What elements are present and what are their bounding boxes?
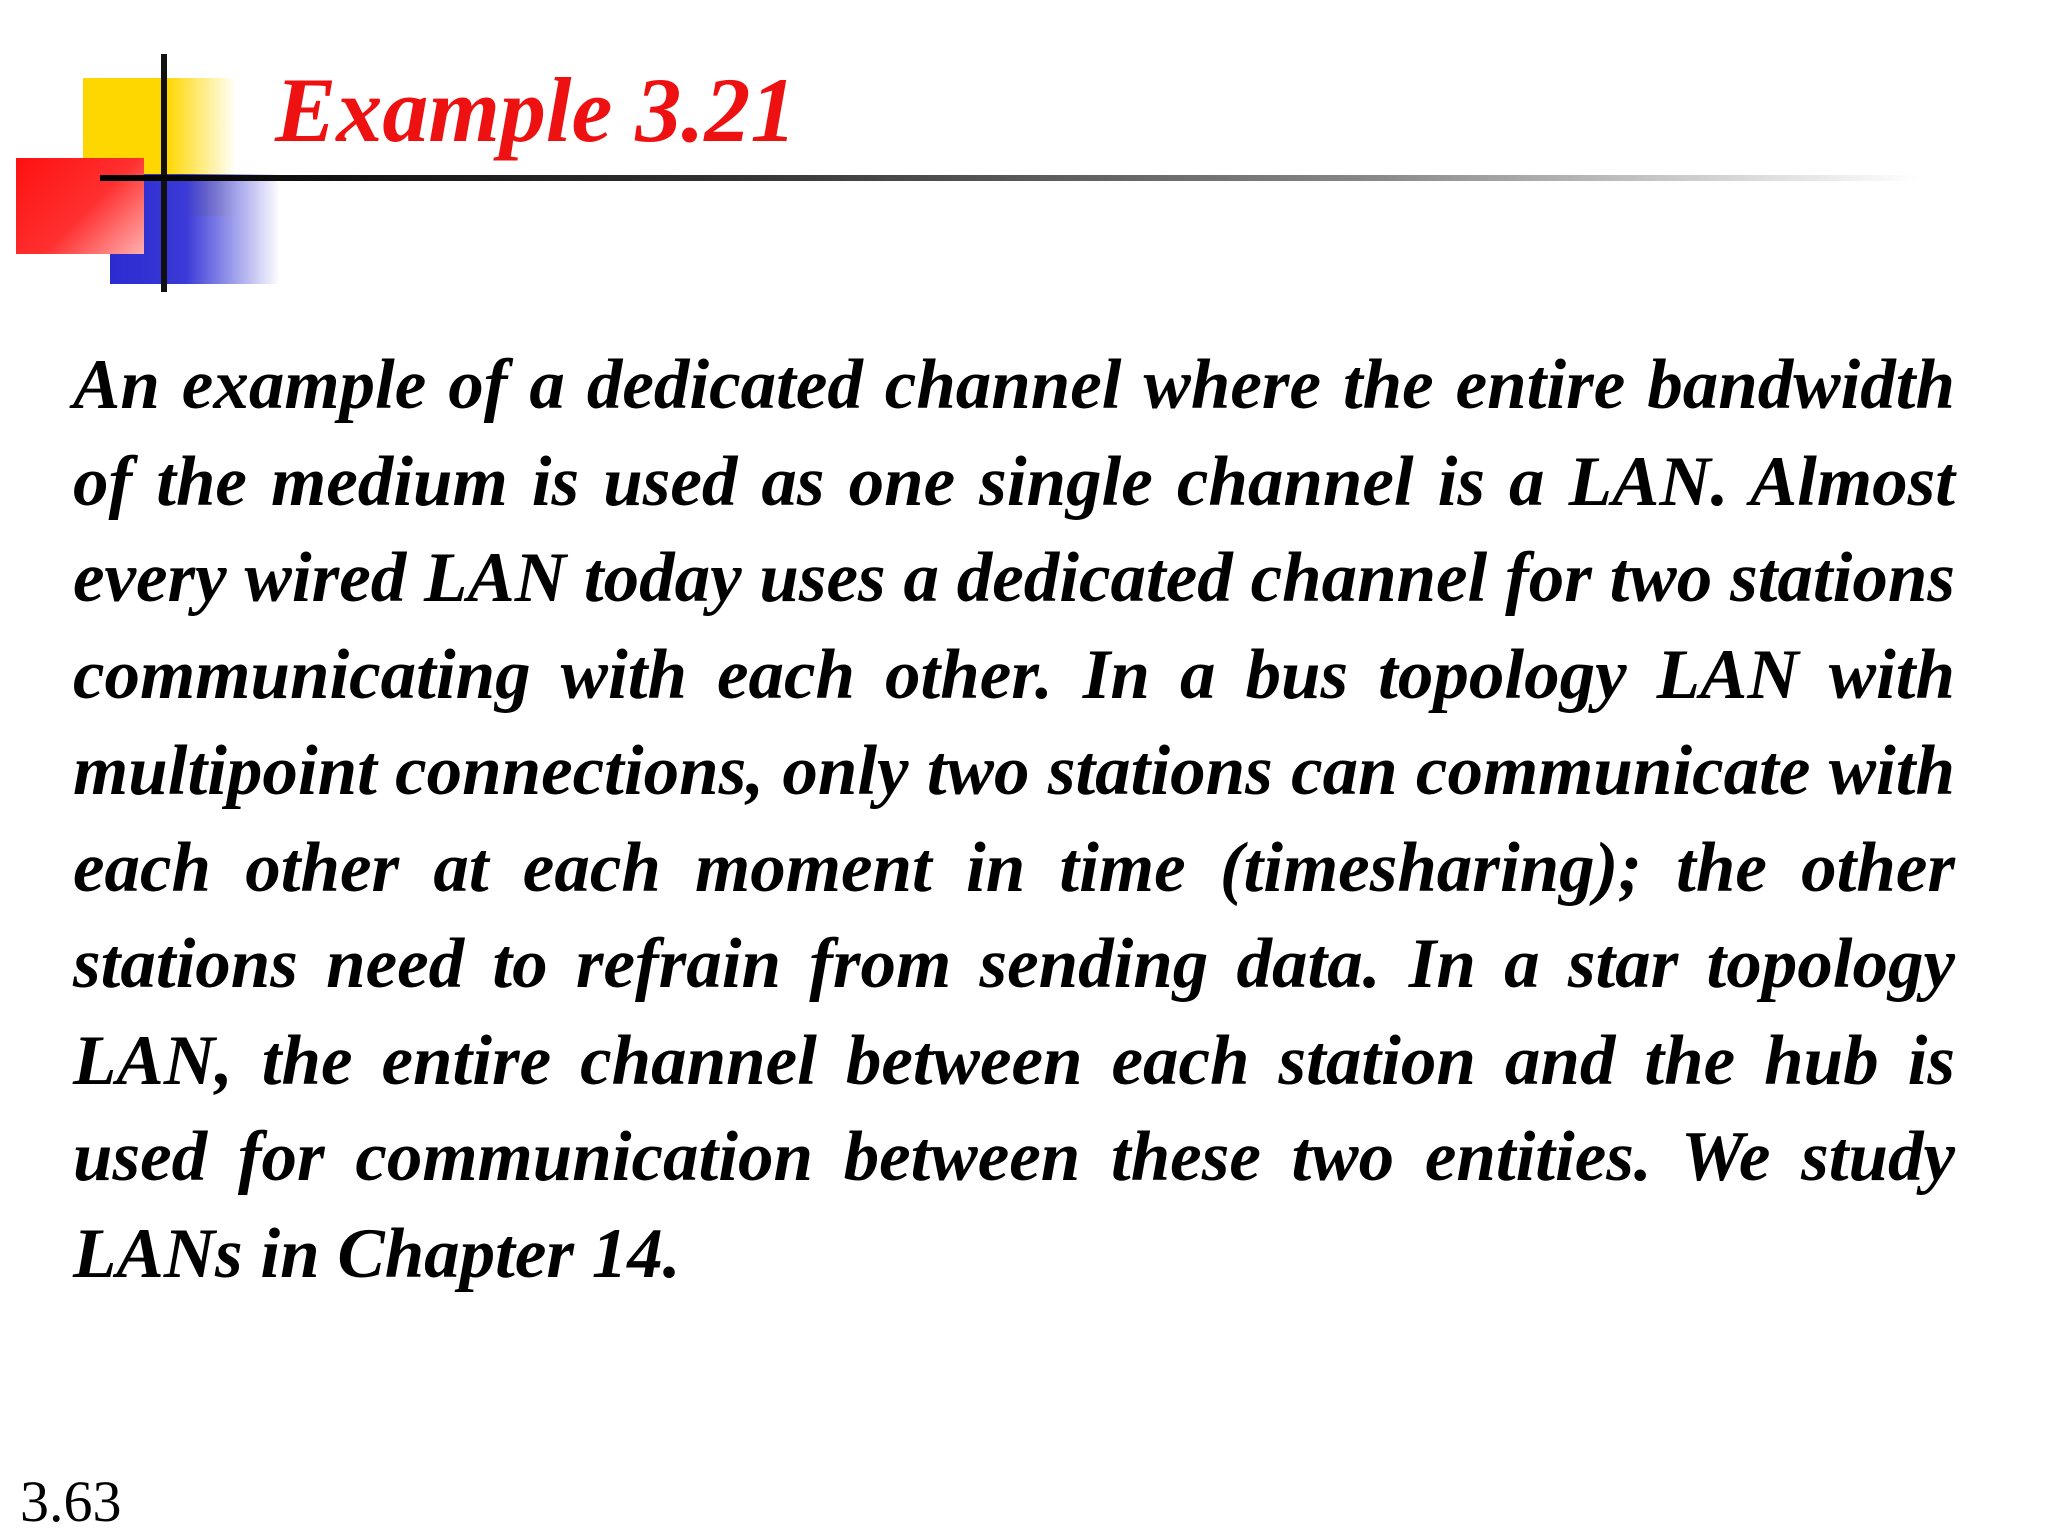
slide-logo-decoration <box>0 0 290 300</box>
slide-title: Example 3.21 <box>275 59 797 161</box>
title-underline-rule <box>100 175 1920 181</box>
red-square <box>16 158 144 254</box>
vertical-rule <box>161 54 167 292</box>
slide-body-text: An example of a dedicated channel where the entire bandwidth of the medium is used as one single channel is a LAN. Almost every wired LAN today uses a dedicated channel for two stations communicating with each other. In a bus topology LAN with multipoint connections, only two stations can communicate with each other at each moment in time (timesharing); the other stations need to refrain from sending data. In a star topology LAN, the entire channel between each station and the hub is used for communication between these two entities. We study LANs in Chapter 14. <box>73 346 1955 1293</box>
page-number: 3.63 <box>20 1469 122 1534</box>
